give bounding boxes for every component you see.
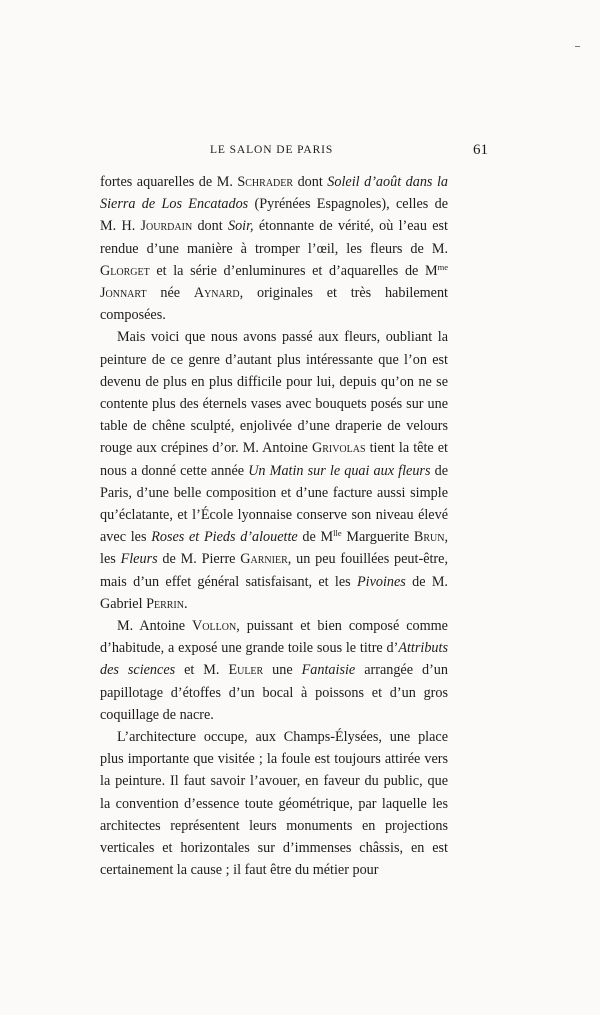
- italic-title: Un Matin sur le quai aux fleurs: [248, 462, 431, 479]
- text-run: fortes aquarelles de M.: [100, 174, 238, 190]
- paragraph: [100, 726, 448, 881]
- artist-name: Garnier: [240, 551, 288, 568]
- text-run: , les: [100, 529, 448, 568]
- artist-name: Euler: [228, 662, 264, 679]
- artist-name: Jourdain: [140, 218, 193, 235]
- text-run: de Paris, d’une belle composition et d’une facture aussi simple qu’éclatante, et l’École lyonnaise conserve son niveau élevé avec les: [100, 462, 448, 546]
- superscript: me: [437, 261, 448, 272]
- artist-name: Glorget: [100, 262, 150, 279]
- text-run: de M. Gabriel: [100, 573, 448, 612]
- text-run: étonnante de vérité, où l’eau est rendue d’une manière à tromper l’œil, les fleurs de M.: [100, 218, 448, 257]
- italic-title: Fantaisie: [301, 662, 356, 679]
- text-run: de M: [297, 529, 334, 546]
- text-run: une: [263, 662, 302, 679]
- italic-title: Attributs des sciences: [100, 640, 448, 679]
- text-run: Mais voici que nous avons passé aux fleurs, oubliant la peinture de ce genre d’autant plus intéressante que l’on est devenu de plus en plus difficile pour lui, depuis qu’on ne se contente plus des éternels vases avec bouquets posés sur une table de chêne sculpté, enjolivée d’une draperie de velours rouge aux crépines d’or. M. Antoine: [100, 329, 448, 457]
- margin-mark: [575, 46, 580, 47]
- artist-name: Aynard: [193, 285, 240, 302]
- italic-title: Roses et Pieds d’alouette: [151, 529, 298, 546]
- running-title: LE SALON DE PARIS: [210, 144, 334, 156]
- text-run: M. Antoine: [117, 618, 193, 635]
- text-run: tient la tête et nous a donné cette année: [100, 440, 448, 479]
- running-head: [100, 142, 498, 162]
- italic-title: Soir,: [227, 218, 254, 235]
- page-number: 61: [473, 142, 488, 158]
- italic-title: Pivoines: [356, 573, 406, 590]
- artist-name: Schrader: [237, 174, 294, 190]
- artist-name: Vollon: [192, 618, 237, 635]
- artist-name: Jonnart: [100, 285, 147, 302]
- paragraph: [100, 615, 448, 726]
- artist-name: Brun: [413, 529, 445, 546]
- text-run: , puissant et bien composé comme d’habitude, a exposé une grande toile sous le titre d’: [100, 618, 448, 657]
- artist-name: Grivolas: [311, 440, 366, 457]
- text-run: arrangée d’un papillotage d’étoffes d’un bocal à poissons et d’un gros coquillage de nacre.: [100, 662, 448, 723]
- italic-title: Fleurs: [120, 551, 158, 568]
- text-run: Marguerite: [341, 529, 414, 546]
- text-run: de M. Pierre: [157, 551, 241, 568]
- text-run: (Pyrénées Espagnoles), celles de M. H.: [100, 196, 448, 235]
- text-run: .: [183, 595, 188, 612]
- text-run: née: [146, 285, 194, 302]
- artist-name: Perrin: [146, 595, 184, 612]
- text-run: dont: [293, 174, 328, 190]
- body-text: [100, 171, 448, 882]
- italic-title: Soleil d’août dans la Sierra de Los Encatados: [100, 174, 448, 213]
- superscript: lle: [333, 528, 342, 539]
- text-run: et M.: [175, 662, 229, 679]
- paragraph: [100, 326, 448, 615]
- text-run: L’architecture occupe, aux Champs-Élysées, une place plus importante que visitée ; la foule est toujours attirée vers la peinture. Il faut savoir l’avouer, en faveur du public, que la convention d’essence toute géométrique, par laquelle les architectes représentent leurs monuments en projections verticales et horizontales sur d’immenses châssis, en est certainement la cause ; il faut être du métier pour: [100, 729, 448, 879]
- paragraph: [100, 171, 448, 326]
- text-run: et la série d’enluminures et d’aquarelles de M: [149, 262, 438, 279]
- text-run: , originales et très habilement composées.: [100, 285, 448, 324]
- text-run: dont: [192, 218, 228, 235]
- text-run: , un peu fouillées peut-être, mais d’un effet général satisfaisant, et les: [100, 551, 449, 590]
